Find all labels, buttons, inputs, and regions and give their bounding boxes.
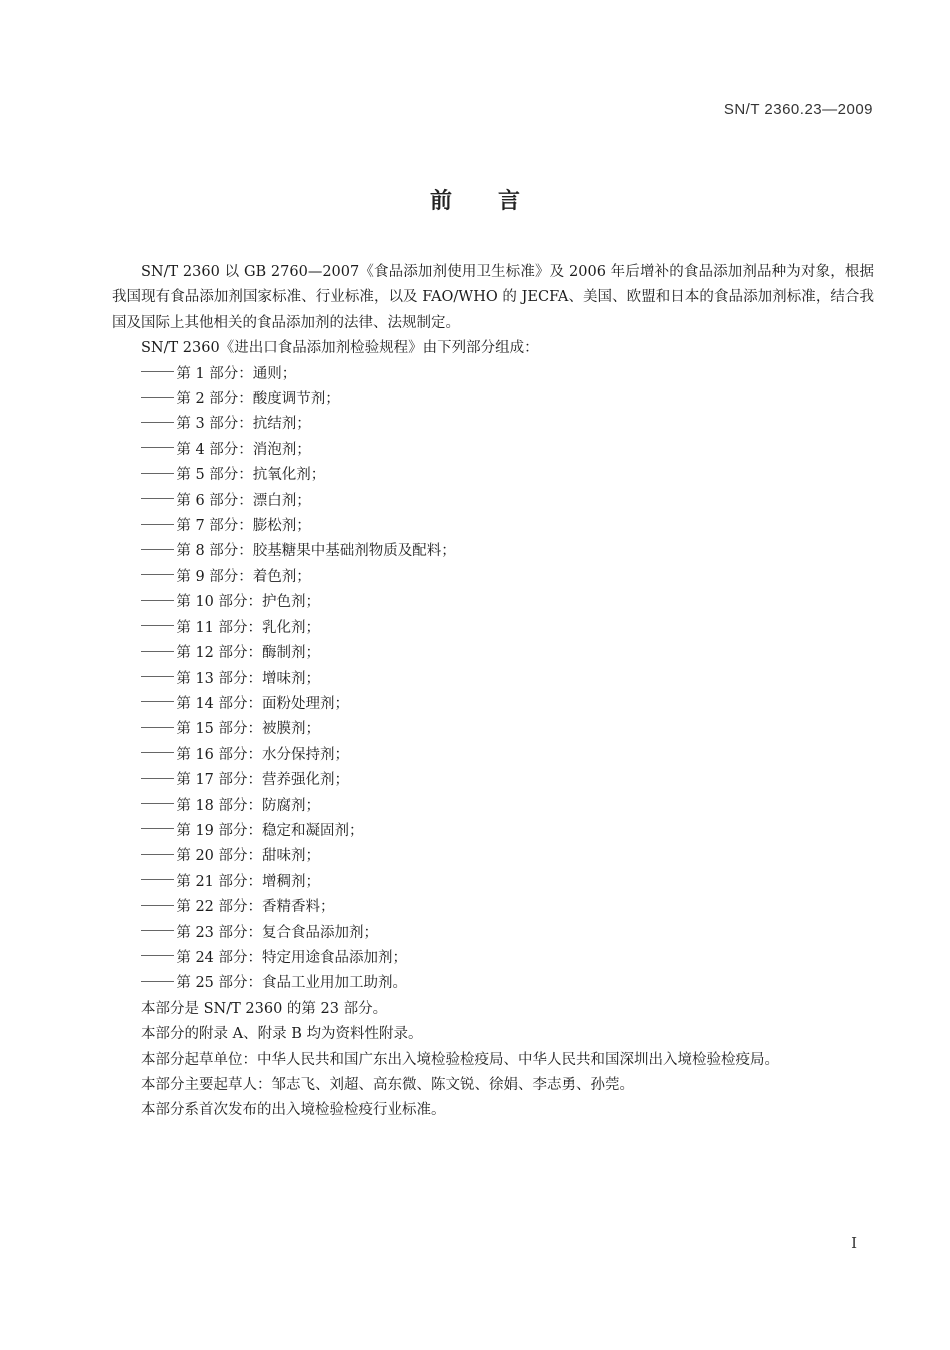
dash-mark xyxy=(141,651,174,652)
dash-mark xyxy=(141,676,174,677)
dash-mark xyxy=(141,701,174,702)
dash-mark xyxy=(141,905,174,906)
dash-mark xyxy=(141,981,174,982)
part-label: 第 12 部分：酶制剂； xyxy=(176,645,321,662)
list-item xyxy=(112,641,874,666)
part-label: 第 19 部分：稳定和凝固剂； xyxy=(176,822,364,839)
list-item xyxy=(112,946,874,971)
dash-mark xyxy=(141,727,174,728)
list-item xyxy=(112,743,874,768)
page-number: I xyxy=(851,1234,857,1252)
list-item xyxy=(112,590,874,615)
dash-mark xyxy=(141,828,174,829)
list-item xyxy=(112,565,874,590)
list-item xyxy=(112,667,874,692)
dash-mark xyxy=(141,930,174,931)
part-label: 第 13 部分：增味剂； xyxy=(176,670,321,687)
part-label: 第 1 部分：通则； xyxy=(176,365,297,382)
part-label: 第 23 部分：复合食品添加剂； xyxy=(176,924,379,941)
part-label: 第 10 部分：护色剂； xyxy=(176,594,321,611)
intro-paragraph: SN/T 2360《进出口食品添加剂检验规程》由下列部分组成： xyxy=(141,340,539,357)
dash-mark xyxy=(141,803,174,804)
standard-number: SN/T 2360.23—2009 xyxy=(723,101,873,118)
list-item xyxy=(112,463,874,488)
part-label: 第 20 部分：甜味剂； xyxy=(176,848,321,865)
dash-mark xyxy=(141,879,174,880)
list-item xyxy=(112,489,874,514)
part-label: 第 16 部分：水分保持剂； xyxy=(176,746,350,763)
dash-mark xyxy=(141,955,174,956)
closing-paragraph: 本部分的附录 A、附录 B 均为资料性附录。 xyxy=(141,1026,423,1043)
list-item xyxy=(112,717,874,742)
part-label: 第 21 部分：增稠剂； xyxy=(176,873,321,890)
list-item xyxy=(112,895,874,920)
dash-mark xyxy=(141,422,174,423)
dash-mark xyxy=(141,752,174,753)
closing-paragraph: 本部分主要起草人：邹志飞、刘超、高东微、陈文锐、徐娟、李志勇、孙莞。 xyxy=(141,1077,634,1093)
dash-mark xyxy=(141,473,174,474)
dash-mark xyxy=(141,778,174,779)
dash-mark xyxy=(141,498,174,499)
list-item xyxy=(112,387,874,412)
part-label: 第 24 部分：特定用途食品添加剂； xyxy=(176,949,408,966)
list-item xyxy=(112,362,874,387)
list-item xyxy=(112,971,874,996)
parts-list xyxy=(112,362,874,997)
intro-paragraph: SN/T 2360 以 GB 2760—2007《食品添加剂使用卫生标准》及 2006 年后增补的食品添加剂品种为对象，根据我国现有食品添加剂国家标准、行业标准，以及 FAO/WHO 的 JECFA、美国、欧盟和日本的食品添加剂标准，结合我国及国际上其他相关的食品添加剂的法律、法规制定。 xyxy=(112,264,874,331)
part-label: 第 18 部分：防腐剂； xyxy=(176,797,321,814)
part-label: 第 3 部分：抗结剂； xyxy=(176,416,311,433)
list-item xyxy=(112,794,874,819)
part-label: 第 14 部分：面粉处理剂； xyxy=(176,695,350,712)
preface-body xyxy=(112,260,874,1124)
dash-mark xyxy=(141,854,174,855)
list-item xyxy=(112,692,874,717)
dash-mark xyxy=(141,524,174,525)
part-label: 第 5 部分：抗氧化剂； xyxy=(176,467,326,484)
list-item xyxy=(112,921,874,946)
dash-mark xyxy=(141,549,174,550)
part-label: 第 11 部分：乳化剂； xyxy=(176,619,321,636)
dash-mark xyxy=(141,574,174,575)
dash-mark xyxy=(141,397,174,398)
list-item xyxy=(112,438,874,463)
closing-paragraph: 本部分是 SN/T 2360 的第 23 部分。 xyxy=(141,1000,388,1017)
list-item xyxy=(112,819,874,844)
list-item xyxy=(112,768,874,793)
dash-mark xyxy=(141,600,174,601)
dash-mark xyxy=(141,371,174,372)
closing-paragraph: 本部分起草单位：中华人民共和国广东出入境检验检疫局、中华人民共和国深圳出入境检验检疫局。 xyxy=(141,1051,779,1068)
part-label: 第 25 部分：食品工业用加工助剂。 xyxy=(176,975,408,992)
part-label: 第 9 部分：着色剂； xyxy=(176,568,311,585)
list-item xyxy=(112,616,874,641)
closing-paragraph: 本部分系首次发布的出入境检验检疫行业标准。 xyxy=(141,1102,446,1119)
list-item xyxy=(112,412,874,437)
page-title: 前言 xyxy=(429,189,566,214)
part-label: 第 7 部分：膨松剂； xyxy=(176,518,311,535)
part-label: 第 8 部分：胶基糖果中基础剂物质及配料； xyxy=(176,543,456,560)
part-label: 第 4 部分：消泡剂； xyxy=(176,441,311,458)
part-label: 第 17 部分：营养强化剂； xyxy=(176,772,350,789)
list-item xyxy=(112,539,874,564)
list-item xyxy=(112,844,874,869)
part-label: 第 22 部分：香精香料； xyxy=(176,899,335,916)
list-item xyxy=(112,870,874,895)
list-item xyxy=(112,514,874,539)
part-label: 第 6 部分：漂白剂； xyxy=(176,492,311,509)
part-label: 第 2 部分：酸度调节剂； xyxy=(176,391,340,408)
part-label: 第 15 部分：被膜剂； xyxy=(176,721,321,738)
dash-mark xyxy=(141,447,174,448)
dash-mark xyxy=(141,625,174,626)
